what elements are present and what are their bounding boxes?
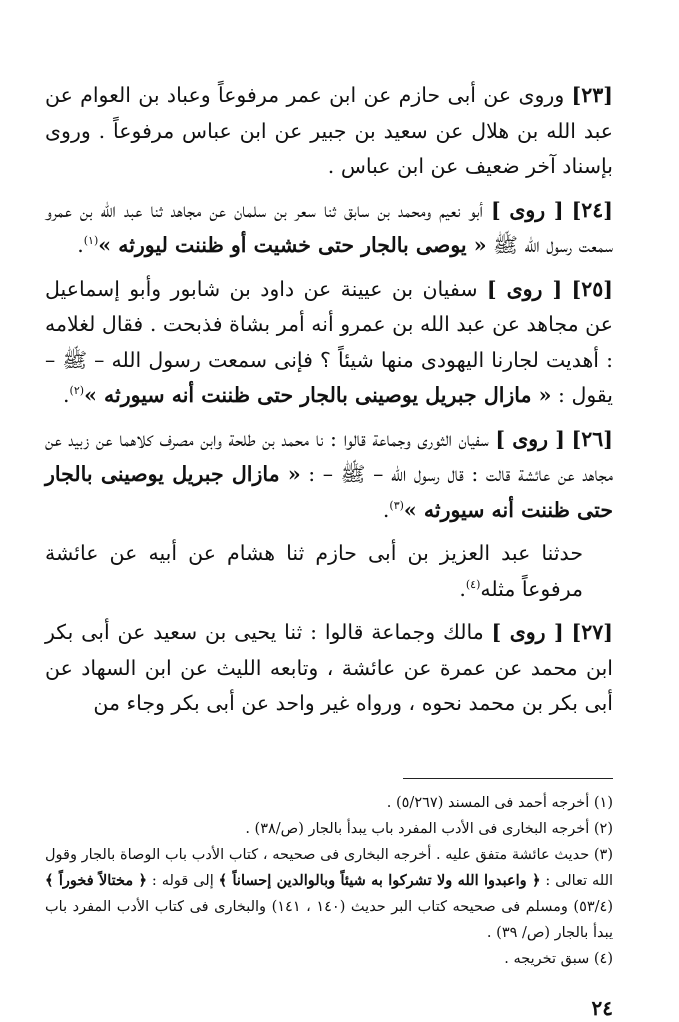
hadith-number: [٢٧] xyxy=(571,620,613,644)
paragraph-27 xyxy=(45,615,613,722)
hadith-number: [٢٦] xyxy=(571,426,613,451)
paragraph-text: سفيان الثورى وجماعة قالوا : نا محمد بن طلحة وابن مصرف كلاهما عن زبيد عن مجاهد عن عائشة قالت : قال رسول الله – ﷺ – : xyxy=(45,426,613,486)
footnote-1: (١) أخرجه أحمد فى المسند (٥/٢٦٧) . xyxy=(386,795,613,811)
paragraph-plain xyxy=(45,536,613,607)
footnote-2: (٢) أخرجه البخارى فى الأدب المفرد باب يبدأ بالجار (ص/٣٨) . xyxy=(245,821,613,837)
hadith-number: [٢٥] xyxy=(571,276,613,301)
footnote-3 xyxy=(45,842,613,946)
hadith-quote: « يوصى بالجار حتى خشيت أو ظننت ليورثه » xyxy=(98,233,487,257)
footnote-ref[interactable]: (٣) xyxy=(389,498,404,512)
paragraph-24 xyxy=(45,193,613,264)
paragraph-text: سفيان بن عيينة عن داود بن شابور وأبو إسماعيل عن مجاهد عن عبد الله بن عمرو أنه أمر بشاة فذبحت . فقال لغلامه : أهديت لجارنا اليهودى منها شيئاً ؟ فإنى سمعت رسول الله – ﷺ – يقول : xyxy=(45,276,613,407)
rowa-marker: [ روى ] xyxy=(495,426,565,451)
quran-quote: ﴿ مختالاً فخوراً ﴾ xyxy=(45,872,148,889)
paragraph-text: وروى عن أبى حازم عن ابن عمر مرفوعاً وعباد بن العوام عن عبد الله بن هلال عن سعيد بن جبير عن ابن عباس مرفوعاً . وروى بإسناد آخر ضعيف عن ابن عباس . xyxy=(45,83,613,178)
paragraph-26 xyxy=(45,422,613,529)
hadith-number: [٢٤] xyxy=(571,197,613,222)
footnotes xyxy=(45,790,613,972)
footnote-text: (٣) حديث عائشة متفق عليه . أخرجه البخارى فى صحيحه ، كتاب الأدب باب الوصاة بالجار وقول الله تعالى : xyxy=(45,847,614,889)
footnote-text: (٥٣/٤) ومسلم فى صحيحه كتاب البر حديث (١٤٠ ، ١٤١) والبخارى فى كتاب الأدب المفرد باب يبدأ بالجار (ص/ ٣٩) . xyxy=(45,899,613,941)
footnote-ref[interactable]: (٢) xyxy=(69,384,85,398)
footnote-ref[interactable]: (١) xyxy=(83,234,99,248)
footnote-divider xyxy=(403,778,613,779)
hadith-quote: « مازال جبريل يوصينى بالجار حتى ظننت أنه سيورثه » xyxy=(45,462,613,522)
paragraph-25 xyxy=(45,272,613,414)
paragraph-tail: . xyxy=(459,576,466,601)
rowa-marker: [ روى ] xyxy=(491,197,564,222)
paragraph-text: أبو نعيم ومحمد بن سابق ثنا سعر بن سلمان عن مجاهد ثنا عبد الله بن عمرو سمعت رسول الله ﷺ xyxy=(45,197,613,257)
paragraph-tail: . xyxy=(77,233,84,257)
paragraph-tail: . xyxy=(63,383,70,407)
rowa-marker: [ روى ] xyxy=(486,276,563,301)
paragraph-tail: . xyxy=(382,497,390,522)
hadith-quote: « مازال جبريل يوصينى بالجار حتى ظننت أنه سيورثه » xyxy=(84,383,552,407)
paragraph-text: حدثنا عبد العزيز بن أبى حازم ثنا هشام عن أبيه عن عائشة مرفوعاً مثله xyxy=(45,541,583,601)
main-text xyxy=(45,78,613,730)
hadith-number: [٢٣] xyxy=(571,83,613,107)
footnote-ref[interactable]: (٤) xyxy=(465,577,481,591)
quran-quote: ﴿ واعبدوا الله ولا تشركوا به شيئاً وبالوالدين إحساناً ﴾ xyxy=(218,872,541,889)
page-number: ٢٤ xyxy=(591,996,613,1020)
paragraph-text: مالك وجماعة قالوا : ثنا يحيى بن سعيد عن أبى بكر ابن محمد عن عمرة عن عائشة ، وتابعه الليث عن ابن السهاد عن أبى بكر بن محمد نحوه ، ورواه غير واحد عن أبى بكر وجاء من xyxy=(45,620,613,715)
paragraph-23 xyxy=(45,78,613,185)
rowa-marker: [ روى ] xyxy=(491,620,564,644)
footnote-4: (٤) سبق تخريجه . xyxy=(504,951,613,967)
footnote-text: إلى قوله : xyxy=(151,873,214,889)
